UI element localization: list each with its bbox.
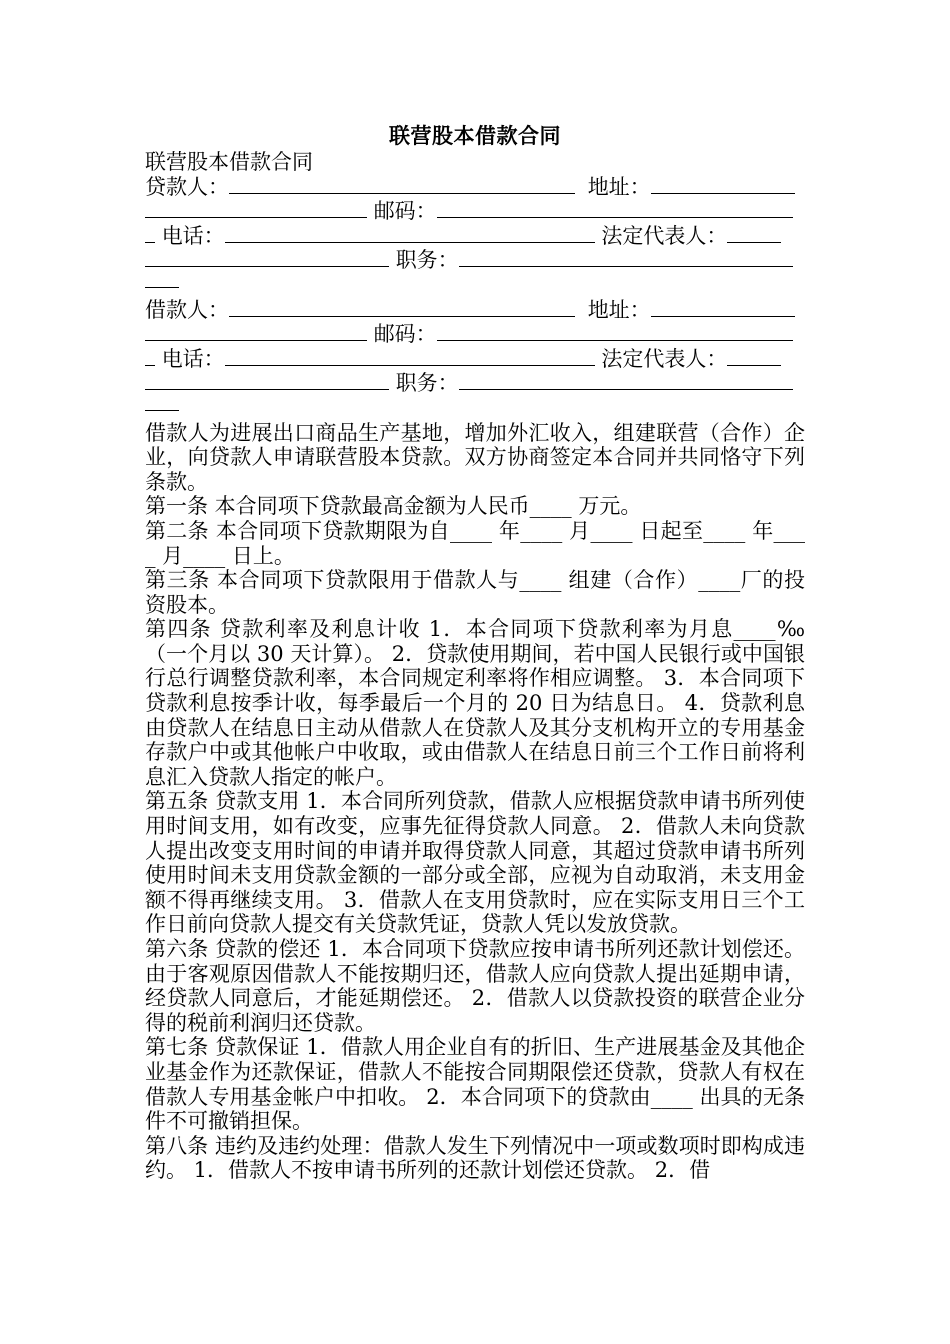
borrower-zip-field[interactable] bbox=[437, 324, 793, 341]
lender-zip-field-cont[interactable] bbox=[145, 226, 155, 243]
lender-rep-field[interactable] bbox=[727, 226, 781, 243]
borrower-rep-label: 法定代表人： bbox=[601, 346, 728, 371]
article-3: 第三条 本合同项下贷款限用于借款人与____ 组建（合作）____厂的投资股本。 bbox=[145, 568, 805, 617]
lender-position-field-cont[interactable] bbox=[145, 273, 179, 288]
lender-address-label: 地址： bbox=[587, 174, 651, 199]
borrower-name-field[interactable] bbox=[229, 300, 575, 317]
contract-page bbox=[145, 122, 805, 1183]
lender-block bbox=[145, 175, 805, 298]
lender-name-line bbox=[145, 175, 805, 200]
borrower-rep-field[interactable] bbox=[727, 349, 781, 366]
borrower-address-field-cont[interactable] bbox=[145, 324, 367, 341]
lender-position-line bbox=[145, 248, 805, 273]
borrower-position-field-end bbox=[145, 396, 805, 421]
borrower-zip-line bbox=[145, 322, 805, 347]
article-8: 第八条 违约及违约处理：借款人发生下列情况中一项或数项时即构成违约。 1．借款人不按申请书所列的还款计划偿还贷款。 2．借 bbox=[145, 1133, 805, 1183]
lender-rep-field-cont[interactable] bbox=[145, 250, 389, 267]
lender-zip-line bbox=[145, 199, 805, 224]
borrower-position-field-cont[interactable] bbox=[145, 396, 179, 411]
borrower-zip-field-cont[interactable] bbox=[145, 349, 155, 366]
lender-position-label: 职务： bbox=[395, 248, 459, 273]
lender-phone-line bbox=[145, 224, 805, 249]
lender-position-field[interactable] bbox=[459, 250, 793, 267]
lender-position-field-end bbox=[145, 273, 805, 298]
borrower-address-label: 地址： bbox=[587, 297, 651, 322]
lender-name-label: 贷款人： bbox=[145, 174, 229, 199]
article-4: 第四条 贷款利率及利息计收 1．本合同项下贷款利率为月息____‰（一个月以 30 天计算）。 2．贷款使用期间，若中国人民银行或中国银行总行调整贷款利率，本合同规定利率将作相应调整。 3．本合同项下贷款利息按季计收，每季最后一个月的 20 日为结息日。 4．贷款利息由贷款人在结息日主动从借款人在贷款人及其分支机构开立的专用基金存款户中或其他帐户中收取，或由借款人在结息日前三个工作日前将利息汇入贷款人指定的帐户。 bbox=[145, 617, 805, 789]
borrower-rep-field-cont[interactable] bbox=[145, 373, 389, 390]
borrower-phone-field[interactable] bbox=[225, 349, 595, 366]
lender-phone-label: 电话： bbox=[161, 223, 225, 248]
article-5: 第五条 贷款支用 1．本合同所列贷款，借款人应根据贷款申请书所列使用时间支用，如有改变，应事先征得贷款人同意。 2．借款人未向贷款人提出改变支用时间的申请并取得贷款人同意，其超过贷款申请书所列使用时间未支用贷款金额的一部分或全部，应视为自动取消，未支用金额不得再继续支用。 3．借款人在支用贷款时，应在实际支用日三个工作日前向贷款人提交有关贷款凭证，贷款人凭以发放贷款。 bbox=[145, 789, 805, 937]
lender-zip-label: 邮码： bbox=[373, 199, 437, 224]
lender-zip-field[interactable] bbox=[437, 201, 793, 218]
lender-address-field[interactable] bbox=[651, 177, 795, 194]
borrower-address-field[interactable] bbox=[651, 300, 795, 317]
borrower-name-line bbox=[145, 298, 805, 323]
borrower-phone-label: 电话： bbox=[161, 346, 225, 371]
borrower-position-field[interactable] bbox=[459, 373, 793, 390]
borrower-name-label: 借款人： bbox=[145, 297, 229, 322]
lender-address-field-cont[interactable] bbox=[145, 201, 367, 218]
article-2: 第二条 本合同项下贷款期限为自____ 年____ 月____ 日起至____ 年____ 月____ 日上。 bbox=[145, 518, 805, 568]
article-7: 第七条 贷款保证 1．借款人用企业自有的折旧、生产进展基金及其他企业基金作为还款保证，借款人不能按合同期限偿还贷款，贷款人有权在借款人专用基金帐户中扣收。 2．本合同项下的贷款由____ 出具的无条件不可撤销担保。 bbox=[145, 1035, 805, 1134]
document-subtitle: 联营股本借款合同 bbox=[145, 150, 313, 174]
borrower-block bbox=[145, 298, 805, 421]
article-6: 第六条 贷款的偿还 1．本合同项下贷款应按申请书所列还款计划偿还。由于客观原因借款人不能按期归还，借款人应向贷款人提出延期申请，经贷款人同意后，才能延期偿还。 2．借款人以贷款投资的联营企业分得的税前利润归还贷款。 bbox=[145, 937, 805, 1035]
borrower-zip-label: 邮码： bbox=[373, 322, 437, 347]
article-1: 第一条 本合同项下贷款最高金额为人民币____ 万元。 bbox=[145, 494, 642, 519]
document-title: 联营股本借款合同 bbox=[389, 124, 561, 148]
lender-phone-field[interactable] bbox=[225, 226, 595, 243]
borrower-position-line bbox=[145, 371, 805, 396]
preamble-paragraph: 借款人为进展出口商品生产基地，增加外汇收入，组建联营（合作）企业，向贷款人申请联营股本贷款。双方协商签定本合同并共同恪守下列条款。 bbox=[145, 420, 805, 494]
lender-name-field[interactable] bbox=[229, 177, 575, 194]
borrower-position-label: 职务： bbox=[395, 371, 459, 396]
lender-rep-label: 法定代表人： bbox=[601, 223, 728, 248]
borrower-phone-line bbox=[145, 347, 805, 372]
